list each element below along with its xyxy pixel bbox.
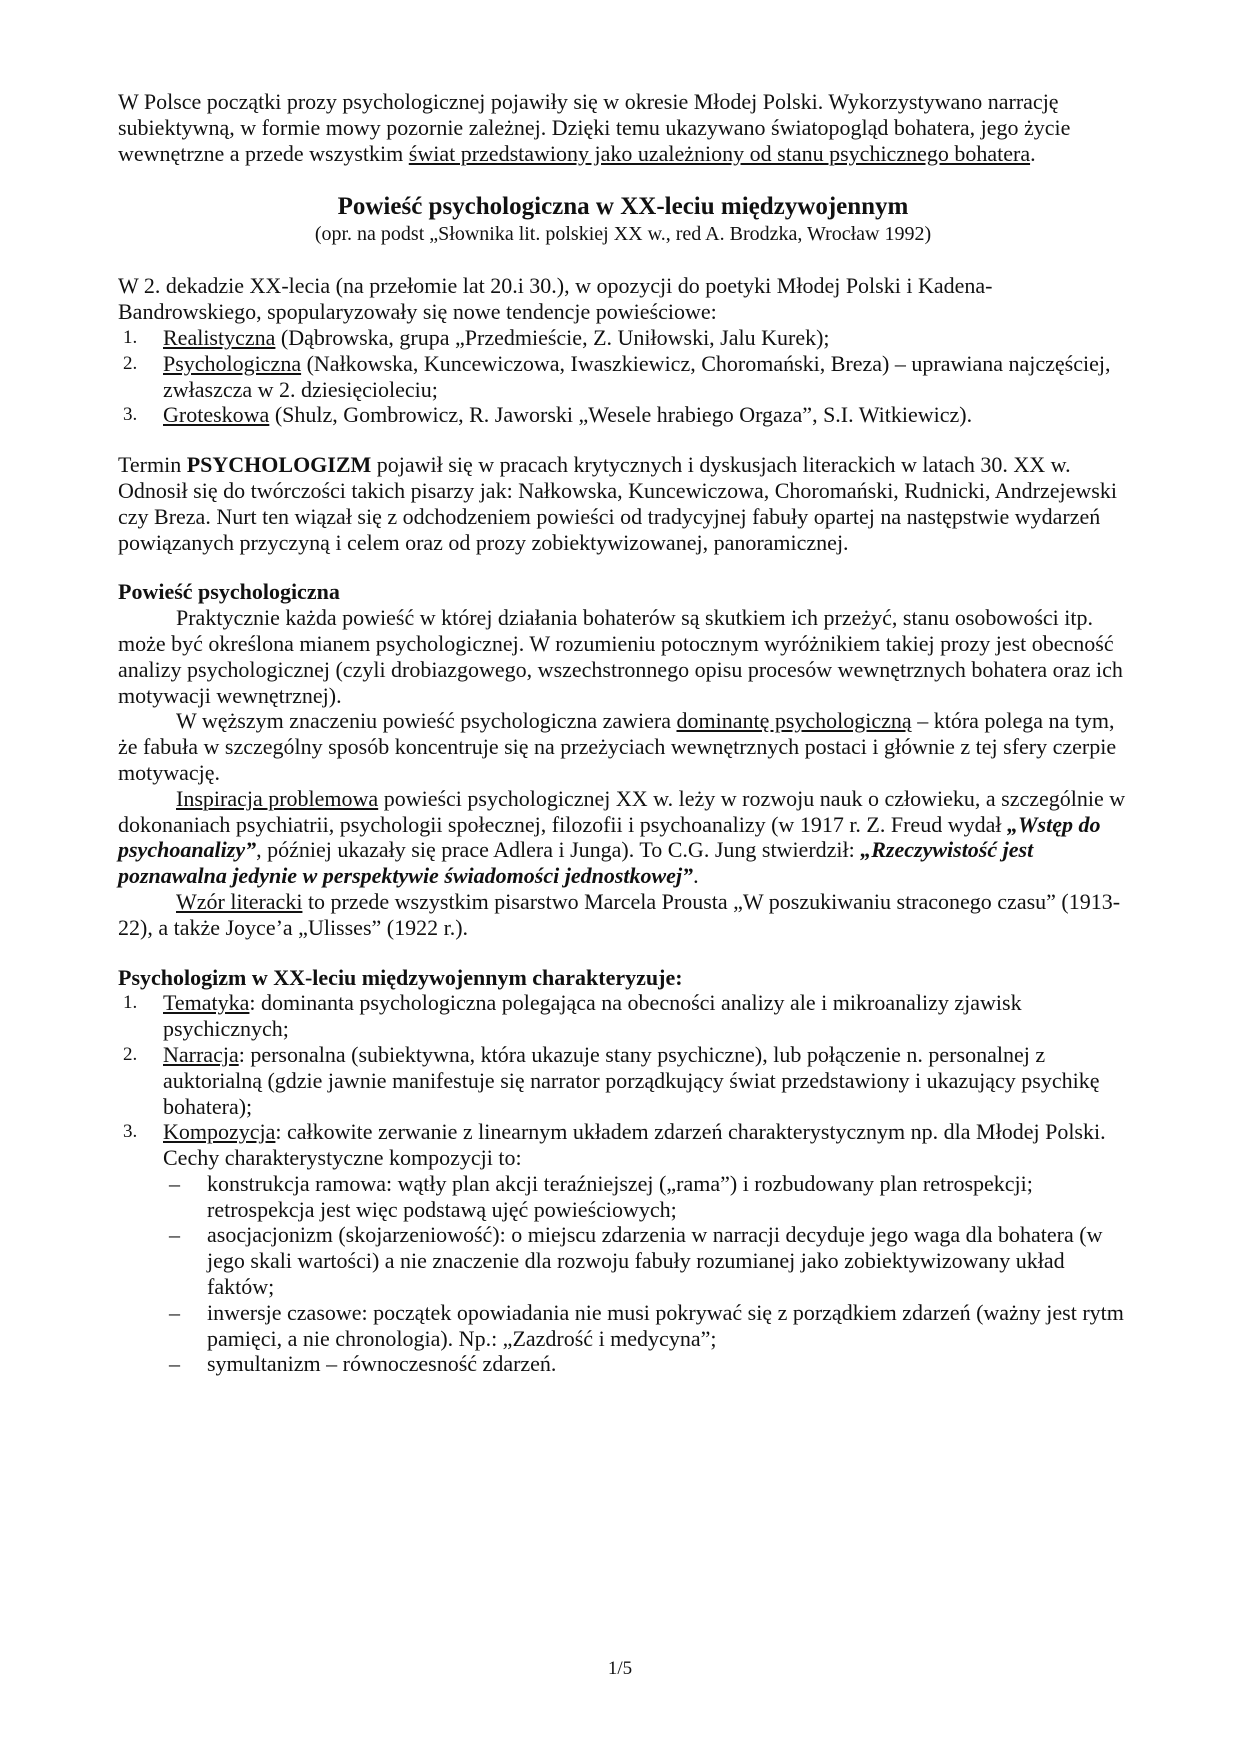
intro-text: W Polsce początki prozy psychologicznej pojawiły się w okresie Młodej Polski. Wykorzystywano narrację subiektywną, w formie mowy pozornie zależnej. Dzięki temu ukazywano światopogląd bohatera, jego życie wewnętrzne a przede wszystkim (118, 89, 1071, 166)
p3-book-title: „Wstęp do psychoanalizy” (118, 811, 1101, 863)
powiesc-paragraph-3 (118, 786, 1128, 889)
sublist-text: asocjacjonizm (skojarzeniowość): o miejscu zdarzenia w narracji decyduje jego waga dla bohatera (w jego skali wartości) a nie znaczenie dla rozwoju fabuły rozumianej jako zobiektywizowany układ faktów; (207, 1222, 1103, 1300)
document-source: (opr. na podst „Słownika lit. polskiej XX w., red A. Brodzka, Wrocław 1992) (314, 223, 932, 246)
list-marker: 1. (123, 326, 138, 348)
list-item (118, 402, 1128, 428)
composition-sublist (163, 1171, 1128, 1377)
list-text: (Dąbrowska, grupa „Przedmieście, Z. Uniłowski, Jalu Kurek); (275, 324, 830, 350)
tendencies-lead: W 2. dekadzie XX-lecia (na przełomie lat 20.i 30.), w opozycji do poetyki Młodej Polski i Kadena-Bandrowskiego, spopularyzowały się nowe tendencje powieściowe: (118, 273, 993, 325)
sublist-item (163, 1300, 1128, 1352)
p4-underlined: Wzór literacki (176, 888, 303, 914)
sublist-item (163, 1171, 1128, 1223)
sublist-text: inwersje czasowe: początek opowiadania nie musi pokrywać się z porządkiem zdarzeń (ważny jest rytm pamięci, a nie chronologia). Np.: „Zazdrość i medycyna”; (207, 1299, 1124, 1351)
list-text: : całkowite zerwanie z linearnym układem zdarzeń charakterystycznym np. dla Młodej Polski. Cechy charakterystyczne kompozycji to: (163, 1119, 1106, 1171)
p2-text: W węższym znaczeniu powieść psychologiczna zawiera (176, 708, 677, 734)
p4-text: to przede wszystkim pisarstwo Marcela Prousta „W poszukiwaniu straconego czasu” (1913-22), a także Joyce’a „Ulisses” (1922 r.). (118, 888, 1121, 940)
section-heading-powiesc: Powieść psychologiczna (118, 579, 340, 605)
p3-underlined: Inspiracja problemowa (176, 785, 379, 811)
sublist-item (163, 1351, 1128, 1377)
list-item (118, 1119, 1128, 1377)
list-term: Psychologiczna (163, 350, 302, 376)
section-heading-features: Psychologizm w XX-leciu międzywojennym charakteryzuje: (118, 964, 683, 990)
list-text: (Shulz, Gombrowicz, R. Jaworski „Wesele hrabiego Orgaza”, S.I. Witkiewicz). (269, 402, 973, 428)
p2-underlined: dominantę psychologiczną (676, 708, 912, 734)
sublist-text: symultanizm – równoczesność zdarzeń. (207, 1351, 557, 1377)
psychologizm-paragraph (118, 452, 1128, 555)
dash-marker: – (169, 1222, 180, 1248)
list-term: Narracja (163, 1041, 239, 1067)
list-item (118, 1042, 1128, 1119)
psychologizm-term: PSYCHOLOGIZM (186, 452, 372, 478)
list-text: : dominanta psychologiczna polegająca na obecności analizy ale i mikroanalizy zjawisk psychicznych; (163, 990, 1022, 1042)
psychologizm-pre: Termin (118, 452, 187, 478)
sublist-item (163, 1222, 1128, 1299)
list-term: Tematyka (163, 990, 250, 1016)
document-title: Powieść psychologiczna w XX-leciu międzywojennym (337, 193, 909, 221)
intro-underlined-phrase: świat przedstawiony jako uzależniony od stanu psychicznego bohatera (408, 140, 1031, 166)
powiesc-paragraph-1: Praktycznie każda powieść w której działania bohaterów są skutkiem ich przeżyć, stanu osobowości itp. może być określona mianem psychologicznej. W rozumieniu potocznym wyróżnikiem takiej prozy jest obecność analizy psychologicznej (czyli drobiazgowego, wszechstronnego opisu procesów wewnętrznych bohatera oraz ich motywacji wewnętrznej). (118, 605, 1123, 708)
list-term: Realistyczna (163, 324, 276, 350)
p3-text-mid: , później ukazały się prace Adlera i Junga). To C.G. Jung stwierdził: (256, 837, 861, 863)
list-term: Kompozycja (163, 1119, 276, 1145)
list-marker: 3. (123, 404, 138, 426)
list-marker: 2. (123, 1043, 138, 1065)
document-page (118, 89, 1128, 1377)
tendencies-list (118, 325, 1128, 428)
p3-quote: „Rzeczywistość jest poznawalna jedynie w perspektywie świadomości jednostkowej” (118, 837, 1034, 889)
list-term: Groteskowa (163, 402, 270, 428)
p2-text-end: – która polega na tym, że fabuła w szczególny sposób koncentruje się na przeżyciach wewnętrznych postaci i głównie z tej sfery czerpie motywację. (118, 708, 1117, 785)
intro-text-end: . (1030, 140, 1036, 166)
p3-text-end: . (693, 863, 699, 889)
list-text: : personalna (subiektywna, która ukazuje stany psychiczne), lub połączenie n. personalnej z auktorialną (gdzie jawnie manifestuje się narrator porządkujący świat przedstawiony i ukazujący psychikę bohatera); (163, 1041, 1100, 1119)
list-marker: 2. (123, 352, 138, 374)
psychologizm-text: pojawił się w pracach krytycznych i dyskusjach literackich w latach 30. XX w. Odnosił się do twórczości takich pisarzy jak: Nałkowska, Kuncewiczowa, Choromański, Rudnicki, Andrzejewski czy Breza. Nurt ten wiązał się z odchodzeniem powieści od tradycyjnej fabuły opartej na następstwie wydarzeń powiązanych przyczyną i celem oraz od prozy zobiektywizowanej, panoramicznej. (118, 452, 1117, 555)
dash-marker: – (169, 1351, 180, 1377)
list-item (118, 351, 1128, 403)
p3-text: powieści psychologicznej XX w. leży w rozwoju nauk o człowieku, a szczególnie w dokonaniach psychiatrii, psychologii społecznej, filozofii i psychoanalizy (w 1917 r. Z. Freud wydał (118, 785, 1126, 837)
dash-marker: – (169, 1170, 180, 1196)
list-marker: 1. (123, 992, 138, 1014)
intro-paragraph (118, 89, 1128, 166)
sublist-text: konstrukcja ramowa: wątły plan akcji teraźniejszej („rama”) i rozbudowany plan retrospekcji; retrospekcja jest więc podstawą ujęć powieściowych; (207, 1170, 1033, 1222)
list-text: (Nałkowska, Kuncewiczowa, Iwaszkiewicz, Choromański, Breza) – uprawiana najczęściej, zwłaszcza w 2. dziesięcioleciu; (163, 350, 1111, 402)
list-marker: 3. (123, 1121, 138, 1143)
dash-marker: – (169, 1299, 180, 1325)
list-item (118, 990, 1128, 1042)
page-number: 1/5 (607, 1658, 633, 1679)
powiesc-paragraph-2 (118, 708, 1128, 785)
powiesc-paragraph-4 (118, 889, 1128, 941)
list-item (118, 325, 1128, 351)
features-list (118, 990, 1128, 1377)
